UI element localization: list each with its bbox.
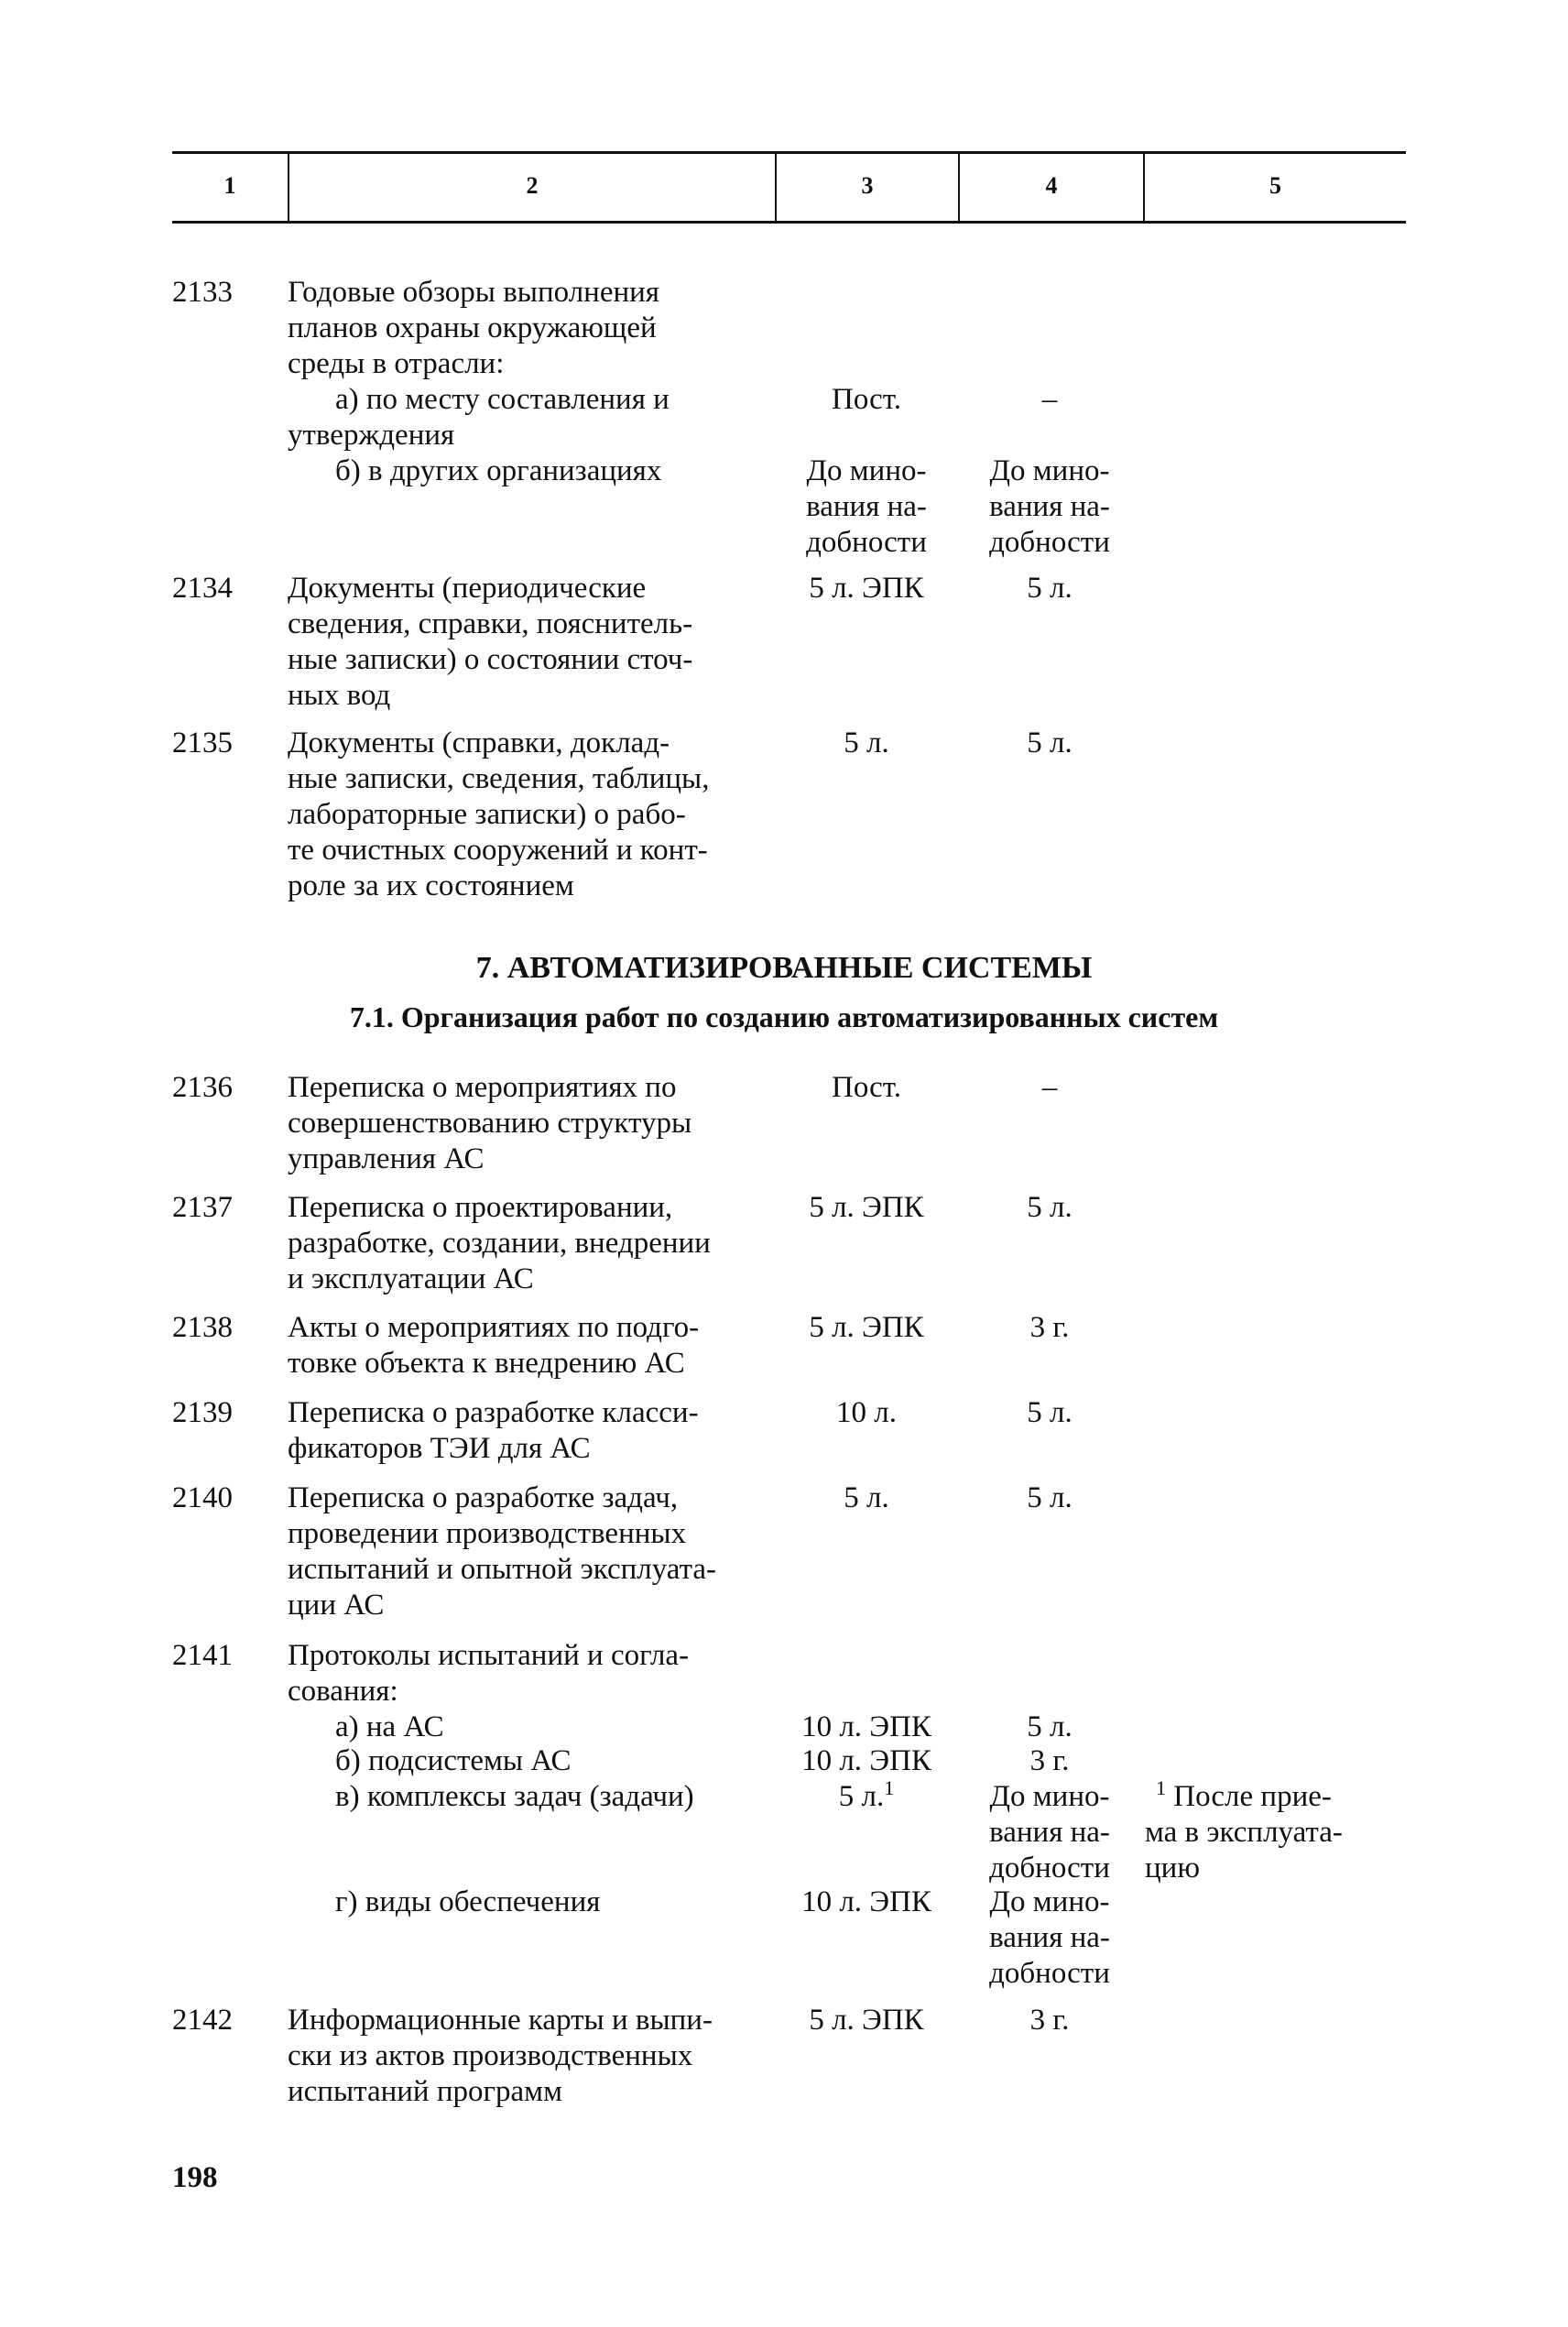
header-col-4: 4 [1045, 172, 1058, 199]
entry-desc-line: ные записки, сведения, таблицы, [288, 762, 710, 795]
section-title: 7. АВТОМАТИЗИРОВАННЫЕ СИСТЕМЫ [475, 951, 1093, 985]
entry-desc-line: сования: [288, 1675, 398, 1708]
note-line: ма в эксплуата- [1145, 1816, 1343, 1849]
entry-number: 2141 [172, 1639, 233, 1672]
retention-period: 5 л. ЭПК [809, 1191, 924, 1224]
section-subtitle: 7.1. Организация работ по созданию автоматизированных систем [349, 1000, 1219, 1033]
retention-period: 10 л. ЭПК [801, 1885, 931, 1918]
retention-period: 5 л. ЭПК [809, 1311, 924, 1344]
retention-period: 5 л. [844, 1481, 889, 1514]
entry-number: 2136 [172, 1071, 233, 1104]
retention-period: 3 г. [1029, 1744, 1070, 1777]
entry-desc-line: совершенствованию структуры [288, 1107, 692, 1140]
sub-item-desc: б) в других организациях [335, 454, 662, 487]
note-line: цию [1145, 1852, 1200, 1885]
entry-desc-line: управления АС [288, 1142, 485, 1175]
entry-desc-line: планов охраны окружающей [288, 311, 657, 344]
retention-period: До мино- [989, 1780, 1110, 1813]
entry-desc-line: ски из актов производственных [288, 2039, 693, 2072]
note-line [1156, 1776, 1332, 1815]
entry-number: 2138 [172, 1311, 233, 1344]
entry-desc-line: те очистных сооружений и конт- [288, 834, 708, 867]
entry-desc-line: ции АС [288, 1589, 385, 1622]
page-number: 198 [172, 2161, 218, 2194]
retention-period: добности [989, 1957, 1110, 1990]
retention-period: Пост. [832, 383, 901, 416]
retention-period: 3 г. [1029, 2004, 1070, 2037]
sub-item-desc: утверждения [288, 419, 455, 452]
retention-period: – [1041, 1071, 1058, 1104]
entry-desc-line: разработке, создании, внедрении [288, 1227, 711, 1260]
retention-period-value: 5 л. [838, 1780, 885, 1813]
sub-item-desc: а) на АС [335, 1710, 444, 1743]
entry-desc-line: Акты о мероприятиях по подго- [288, 1311, 700, 1344]
retention-period: 5 л. [1027, 1396, 1073, 1429]
entry-desc-line: Документы (периодические [288, 572, 647, 605]
sub-item-desc: в) комплексы задач (задачи) [335, 1780, 694, 1813]
footnote-marker: 1 [884, 1776, 895, 1799]
retention-period: 5 л. ЭПК [809, 572, 924, 605]
entry-number: 2142 [172, 2004, 233, 2037]
header-col-2: 2 [526, 172, 539, 199]
entry-desc-line: Документы (справки, доклад- [288, 727, 670, 759]
entry-desc-line: Переписка о проектировании, [288, 1191, 673, 1224]
entry-desc-line: проведении производственных [288, 1517, 687, 1550]
retention-period: вания на- [989, 490, 1110, 523]
retention-period: добности [806, 526, 927, 559]
entry-desc-line: Переписка о мероприятиях по [288, 1071, 677, 1104]
retention-period: 5 л. [1027, 1710, 1073, 1743]
entry-desc-line: и эксплуатации АС [288, 1262, 534, 1295]
entry-desc-line: Переписка о разработке задач, [288, 1481, 679, 1514]
header-col-5: 5 [1269, 172, 1281, 199]
entry-desc-line: товке объекта к внедрению АС [288, 1347, 685, 1380]
entry-number: 2137 [172, 1191, 233, 1224]
entry-desc-line: Протоколы испытаний и согла- [288, 1639, 690, 1672]
entry-desc-line: роле за их состоянием [288, 869, 574, 902]
retention-period: добности [989, 526, 1110, 559]
retention-period: – [1041, 383, 1058, 416]
entry-desc-line: Переписка о разработке класси- [288, 1396, 699, 1429]
entry-number: 2133 [172, 276, 233, 309]
retention-period: 10 л. ЭПК [801, 1744, 931, 1777]
retention-period: вания на- [989, 1921, 1110, 1954]
retention-period: 5 л. [1027, 1481, 1073, 1514]
retention-period: добности [989, 1852, 1110, 1885]
retention-period: 5 л. [1027, 727, 1073, 759]
sub-item-desc: б) подсистемы АС [335, 1744, 572, 1777]
header-top-rule [172, 151, 1406, 154]
retention-period: Пост. [832, 1071, 901, 1104]
entry-number: 2140 [172, 1481, 233, 1514]
entry-desc-line: испытаний и опытной эксплуата- [288, 1553, 717, 1586]
sub-item-desc: а) по месту составления и [335, 383, 670, 416]
entry-desc-line: ных вод [288, 679, 391, 712]
header-bottom-rule [172, 221, 1406, 224]
entry-number: 2135 [172, 727, 233, 759]
retention-period [775, 1776, 958, 1815]
entry-desc-line: ные записки) о состоянии сточ- [288, 643, 693, 676]
retention-period: 10 л. [836, 1396, 897, 1429]
entry-desc-line: среды в отрасли: [288, 347, 505, 380]
retention-period: До мино- [989, 1885, 1110, 1918]
retention-period: 5 л. [1027, 1191, 1073, 1224]
entry-number: 2134 [172, 572, 233, 605]
retention-period: 5 л. [844, 727, 889, 759]
entry-desc-line: Годовые обзоры выполнения [288, 276, 659, 309]
footnote-marker: 1 [1156, 1776, 1166, 1799]
sub-item-desc: г) виды обеспечения [335, 1885, 601, 1918]
retention-period: До мино- [806, 454, 927, 487]
entry-desc-line: фикаторов ТЭИ для АС [288, 1432, 591, 1465]
entry-desc-line: Информационные карты и выпи- [288, 2004, 713, 2037]
entry-desc-line: сведения, справки, пояснитель- [288, 607, 693, 640]
retention-period: До мино- [989, 454, 1110, 487]
entry-number: 2139 [172, 1396, 233, 1429]
header-col-1: 1 [223, 172, 236, 199]
retention-period: 10 л. ЭПК [801, 1710, 931, 1743]
retention-period: вания на- [989, 1816, 1110, 1849]
retention-period: 3 г. [1029, 1311, 1070, 1344]
retention-period: вания на- [806, 490, 927, 523]
entry-desc-line: лабораторные записки) о рабо- [288, 798, 686, 831]
note-text: После прие- [1173, 1780, 1332, 1813]
header-col-3: 3 [861, 172, 874, 199]
entry-desc-line: испытаний программ [288, 2075, 562, 2108]
retention-period: 5 л. ЭПК [809, 2004, 924, 2037]
retention-period: 5 л. [1027, 572, 1073, 605]
